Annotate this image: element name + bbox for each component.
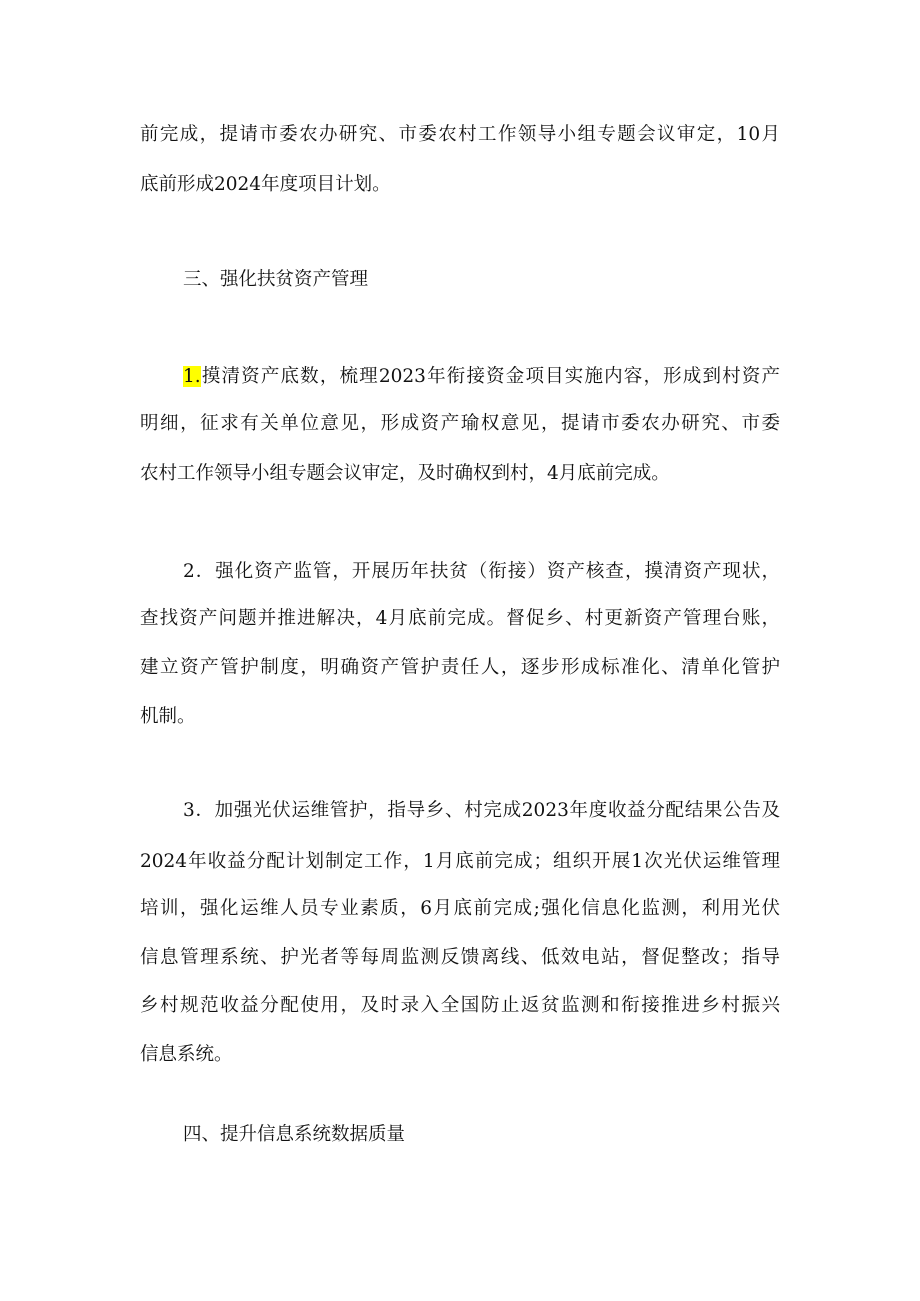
paragraph-line: 信息系统。 <box>140 1044 233 1065</box>
paragraph-line: 查找资产问题并推进解决，4月底前完成。督促乡、村更新资产管理台账， <box>140 608 780 629</box>
paragraph-line: 建立资产管护制度，明确资产管护责任人，逐步形成标准化、清单化管护 <box>140 657 780 678</box>
highlighted-marker: 1. <box>183 366 201 387</box>
paragraph-line: 机制。 <box>140 706 196 727</box>
paragraph-line: 2．强化资产监管，开展历年扶贫（衔接）资产核查，摸清资产现状， <box>183 561 780 582</box>
section-heading: 四、提升信息系统数据质量 <box>183 1124 406 1145</box>
paragraph-line: 信息管理系统、护光者等每周监测反馈离线、低效电站，督促整改；指导 <box>140 947 780 968</box>
paragraph-line: 农村工作领导小组专题会议审定，及时确权到村，4月底前完成。 <box>140 463 670 484</box>
section-heading: 三、强化扶贫资产管理 <box>183 269 369 290</box>
paragraph-line: 2024年收益分配计划制定工作，1月底前完成；组织开展1次光伏运维管理 <box>140 851 780 872</box>
paragraph-line: 前完成，提请市委农办研究、市委农村工作领导小组专题会议审定，10月 <box>140 124 780 145</box>
paragraph-line <box>183 364 780 390</box>
paragraph-text: 摸清资产底数，梳理2023年衔接资金项目实施内容，形成到村资产 <box>200 366 780 387</box>
paragraph-line: 培训，强化运维人员专业素质，6月底前完成;强化信息化监测，利用光伏 <box>140 898 780 919</box>
paragraph-line: 乡村规范收益分配使用，及时录入全国防止返贫监测和衔接推进乡村振兴 <box>140 995 780 1016</box>
paragraph-line: 明细，征求有关单位意见，形成资产瑜权意见，提请市委农办研究、市委 <box>140 413 780 434</box>
paragraph-line: 底前形成2024年度项目计划。 <box>140 174 391 195</box>
paragraph-line: 3．加强光伏运维管护，指导乡、村完成2023年度收益分配结果公告及 <box>183 800 780 821</box>
